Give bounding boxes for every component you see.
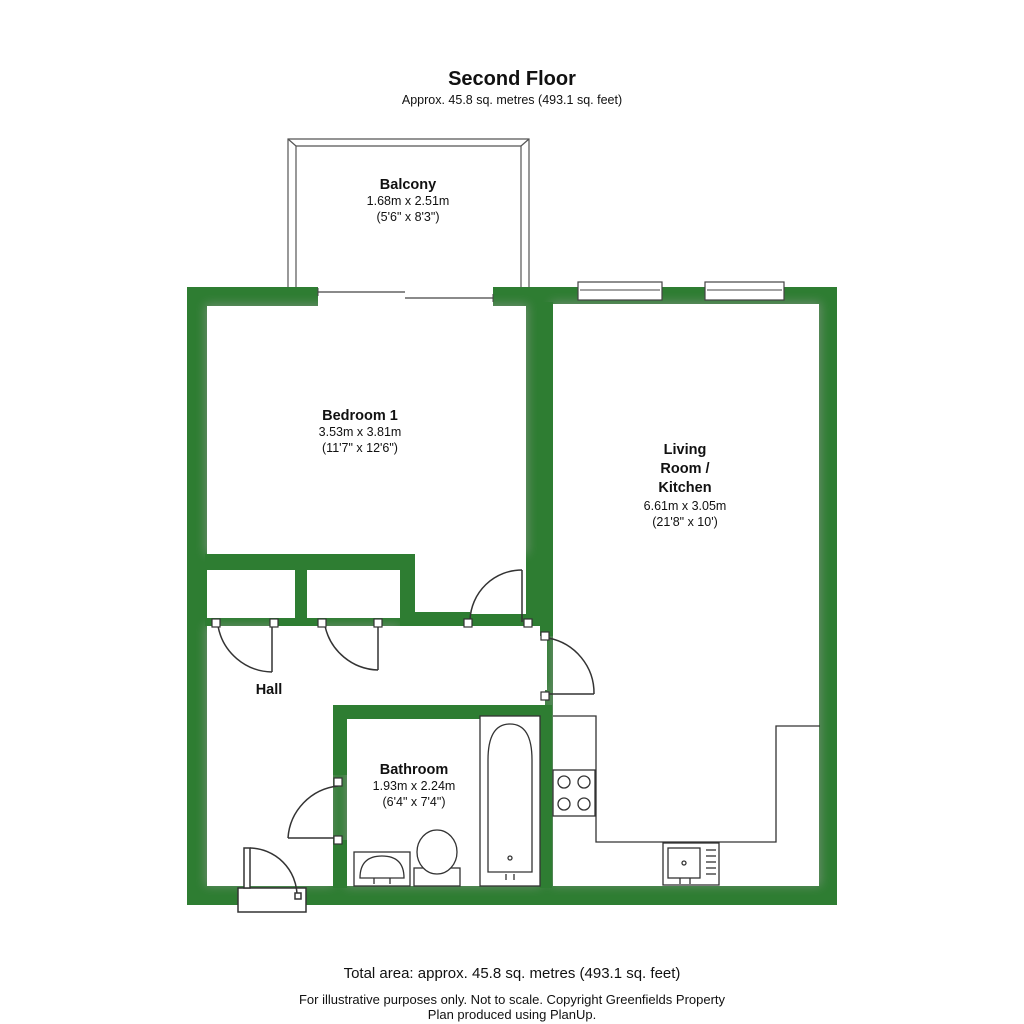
room-imperial: (5'6" x 8'3") xyxy=(376,210,440,224)
disclaimer-line2: Plan produced using PlanUp. xyxy=(427,1007,597,1022)
kitchen-sink xyxy=(663,843,719,885)
room-label-living xyxy=(585,441,785,530)
toilet xyxy=(414,830,460,886)
room-metric: 1.68m x 2.51m xyxy=(366,194,450,208)
room-label-bathroom xyxy=(314,762,514,810)
room-metric: 6.61m x 3.05m xyxy=(643,499,727,513)
room-label-hall: Hall xyxy=(255,682,283,698)
room-name: Bathroom xyxy=(379,762,449,778)
room-name-line1: Living xyxy=(663,442,707,458)
plan-subtitle: Approx. 45.8 sq. metres (493.1 sq. feet) xyxy=(401,93,623,107)
room-name-line3: Kitchen xyxy=(658,480,712,496)
room-label-bedroom xyxy=(260,408,460,456)
disclaimer-line1: For illustrative purposes only. Not to scale. Copyright Greenfields Property xyxy=(298,992,726,1007)
room-imperial: (11'7" x 12'6") xyxy=(322,441,398,455)
sliding-door xyxy=(318,287,493,306)
room-imperial: (6'4" x 7'4") xyxy=(382,795,446,809)
room-label-balcony xyxy=(308,177,508,225)
bathroom-sink xyxy=(354,852,410,886)
total-area: Total area: approx. 45.8 sq. metres (493.1 sq. feet) xyxy=(343,965,681,982)
room-metric: 1.93m x 2.24m xyxy=(372,779,456,793)
hob xyxy=(553,770,595,816)
room-metric: 3.53m x 3.81m xyxy=(318,425,402,439)
room-name: Bedroom 1 xyxy=(322,408,398,424)
room-name-line2: Room / xyxy=(660,461,710,477)
room-name: Balcony xyxy=(379,177,437,193)
room-imperial: (21'8" x 10') xyxy=(652,515,718,529)
plan-title: Second Floor xyxy=(448,68,576,90)
